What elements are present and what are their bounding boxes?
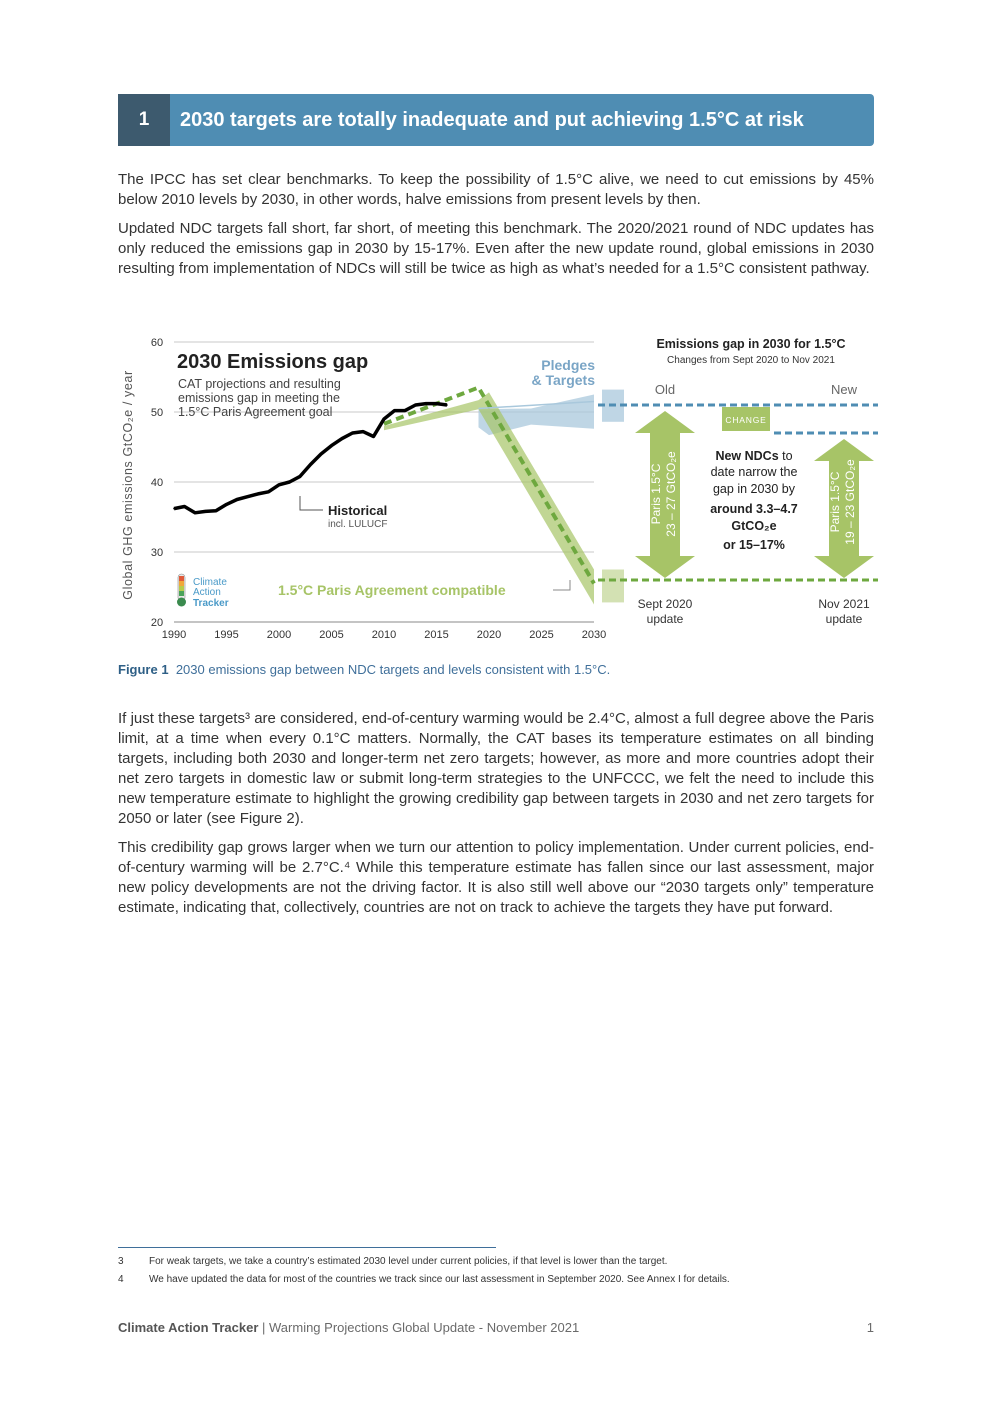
gap-note-line-6: or 15–17% bbox=[723, 538, 785, 552]
historical-point bbox=[425, 403, 427, 405]
y-tick-label: 30 bbox=[150, 547, 164, 559]
gap-note-line-2: date narrow the bbox=[710, 465, 798, 479]
historical-point bbox=[446, 404, 448, 406]
new-update-label-line-2: update bbox=[825, 612, 863, 626]
historical-point bbox=[257, 493, 259, 495]
historical-label-leader bbox=[300, 496, 323, 510]
gap-panel-subtitle: Changes from Sept 2020 to Nov 2021 bbox=[667, 355, 835, 366]
footnote-number: 4 bbox=[118, 1274, 124, 1285]
paragraph-ndc-targets: Updated NDC targets fall short, far short, of meeting this benchmark. The 2020/2021 round of NDC updates has only reduced the emissions gap in 2030 by 15-17%. Even after the new update round, global emissions in 2030 resulting from implementation of NDCs will still be twice as high as what’s needed for a 1.5°C consistent pathway. bbox=[118, 220, 874, 277]
emissions-gap-chart bbox=[118, 332, 878, 641]
gap-note-line-3: gap in 2030 by bbox=[712, 482, 796, 496]
old-gap-text-line-1: Paris 1.5°C bbox=[649, 463, 663, 525]
historical-point bbox=[184, 506, 186, 508]
old-update-label-line-2: update bbox=[646, 612, 684, 626]
y-tick-label: 20 bbox=[150, 617, 164, 629]
section-number: 1 bbox=[118, 94, 170, 146]
gap-note-line-4: around 3.3–4.7 bbox=[710, 502, 798, 516]
historical-point bbox=[362, 431, 364, 433]
historical-point bbox=[436, 403, 438, 405]
historical-point bbox=[341, 438, 343, 440]
new-gap-text-line-1: Paris 1.5°C bbox=[828, 471, 842, 533]
old-update-label-line-1: Sept 2020 bbox=[637, 597, 693, 611]
emissions-gap-figure bbox=[118, 332, 878, 641]
x-tick-label: 2030 bbox=[581, 629, 607, 641]
gap-old-label: Old bbox=[654, 382, 676, 397]
gap-note-text-1: to bbox=[778, 449, 793, 463]
footnote-text: For weak targets, we take a country’s estimated 2030 level under current policies, if that level is lower than the target. bbox=[149, 1256, 668, 1267]
historical-point bbox=[415, 404, 417, 406]
figure-caption bbox=[118, 662, 610, 677]
gap-note-bold-1: New NDCs bbox=[715, 449, 779, 463]
label-paris-compatible: 1.5°C Paris Agreement compatible bbox=[278, 582, 506, 598]
y-tick-label: 60 bbox=[150, 337, 164, 349]
change-badge-label: CHANGE bbox=[725, 415, 767, 425]
historical-point bbox=[310, 464, 312, 466]
paris-2030-range-bar bbox=[602, 570, 624, 603]
historical-point bbox=[236, 499, 238, 501]
figure-caption-text: 2030 emissions gap between NDC targets and levels consistent with 1.5°C. bbox=[175, 662, 611, 677]
logo-text-tracker: Tracker bbox=[193, 598, 229, 609]
label-pledges-line-1: Pledges bbox=[541, 357, 595, 373]
footnote-text: We have updated the data for most of the countries we track since our last assessment in September 2020. See Annex I for details. bbox=[149, 1274, 730, 1285]
logo-text-action: Action bbox=[193, 587, 221, 598]
cat-logo bbox=[177, 574, 229, 609]
gap-panel bbox=[598, 337, 878, 626]
historical-point bbox=[373, 436, 375, 438]
footer-separator: | bbox=[258, 1320, 270, 1335]
historical-point bbox=[331, 445, 333, 447]
footnote-number: 3 bbox=[118, 1256, 124, 1267]
new-gap-text-line-2: 19 – 23 GtCO₂e bbox=[843, 459, 857, 545]
x-tick-label: 2010 bbox=[371, 629, 397, 641]
x-tick-label: 2020 bbox=[476, 629, 502, 641]
y-axis-label: Global GHG emissions GtCO₂e / year bbox=[121, 370, 135, 600]
x-tick-label: 1990 bbox=[161, 629, 187, 641]
historical-point bbox=[247, 496, 249, 498]
historical-point bbox=[299, 476, 301, 478]
gap-panel-title: Emissions gap in 2030 for 1.5°C bbox=[656, 337, 846, 351]
section-title: 2030 targets are totally inadequate and put achieving 1.5°C at risk bbox=[180, 109, 804, 131]
footnote-3 bbox=[118, 1256, 667, 1267]
historical-point bbox=[320, 453, 322, 455]
chart-subtitle-line-3: 1.5°C Paris Agreement goal bbox=[178, 405, 333, 419]
historical-point bbox=[226, 504, 228, 506]
historical-point bbox=[352, 432, 354, 434]
x-tick-label: 1995 bbox=[214, 629, 239, 641]
gap-note-line-5: GtCO₂e bbox=[731, 519, 777, 533]
historical-point bbox=[173, 508, 175, 510]
x-tick-label: 2005 bbox=[319, 629, 344, 641]
historical-point bbox=[215, 510, 217, 512]
historical-point bbox=[383, 418, 385, 420]
x-tick-label: 2025 bbox=[529, 629, 554, 641]
footer-doc-title: Warming Projections Global Update - November 2021 bbox=[269, 1320, 580, 1335]
y-tick-label: 40 bbox=[150, 477, 164, 489]
gap-note-line-1 bbox=[715, 449, 792, 463]
x-tick-label: 2015 bbox=[424, 629, 449, 641]
paris-label-leader bbox=[553, 580, 570, 590]
figure-caption-label: Figure 1 bbox=[118, 662, 169, 677]
page-number: 1 bbox=[866, 1320, 874, 1335]
historical-point bbox=[194, 512, 196, 514]
logo-text-climate: Climate bbox=[193, 577, 227, 588]
historical-point bbox=[278, 484, 280, 486]
label-historical-note: incl. LULUCF bbox=[328, 519, 388, 530]
label-pledges-line-2: & Targets bbox=[531, 372, 595, 388]
historical-point bbox=[404, 410, 406, 412]
old-gap-text-line-2: 23 – 27 GtCO₂e bbox=[664, 451, 678, 537]
gap-new-label: New bbox=[830, 382, 858, 397]
historical-point bbox=[394, 410, 396, 412]
chart-subtitle-line-2: emissions gap in meeting the bbox=[178, 391, 340, 405]
series-layer bbox=[173, 388, 624, 605]
footer-brand: Climate Action Tracker bbox=[118, 1320, 259, 1335]
historical-point bbox=[205, 511, 207, 513]
thermometer-icon bbox=[177, 574, 186, 607]
paragraph-credibility-gap: This credibility gap grows larger when we turn our attention to policy implementation. Under current policies, end-of-century warming will be 2.7°C.⁴ While this temperature estimate has fallen since our last assessment, major new policy developments are not the driving factor. It is also still well above our “2030 targets only” temperature estimate, indicating that, collectively, countries are not on track to achieve the targets they have put forward. bbox=[118, 839, 874, 916]
footnote-divider bbox=[118, 1247, 496, 1248]
footnote-4 bbox=[118, 1274, 730, 1285]
new-update-label-line-1: Nov 2021 bbox=[818, 597, 870, 611]
y-tick-label: 50 bbox=[150, 407, 164, 419]
historical-point bbox=[289, 481, 291, 483]
label-historical: Historical bbox=[328, 503, 388, 518]
chart-title: 2030 Emissions gap bbox=[177, 351, 369, 373]
paragraph-warming-targets: If just these targets³ are considered, end-of-century warming would be 2.4°C, almost a full degree above the Paris limit, at a time when every 0.1°C matters. Normally, the CAT bases its temperature estimates on all binding targets, including both 2030 and longer-term net zero targets; however, as more and more countries adopt their net zero targets in domestic law or submit long-term strategies to the UNFCCC, we felt the need to include this new temperature estimate to highlight the growing credibility gap between targets in 2030 and net zero targets for 2050 or later (see Figure 2). bbox=[118, 710, 874, 827]
x-tick-label: 2000 bbox=[266, 629, 292, 641]
historical-point bbox=[268, 491, 270, 493]
chart-subtitle-line-1: CAT projections and resulting bbox=[178, 377, 341, 391]
section-header bbox=[118, 94, 874, 146]
paragraph-benchmarks: The IPCC has set clear benchmarks. To keep the possibility of 1.5°C alive, we need to cut emissions by 45% below 2010 levels by 2030, in other words, halve emissions from present levels by then. bbox=[118, 171, 874, 208]
page-footer bbox=[118, 1320, 874, 1335]
